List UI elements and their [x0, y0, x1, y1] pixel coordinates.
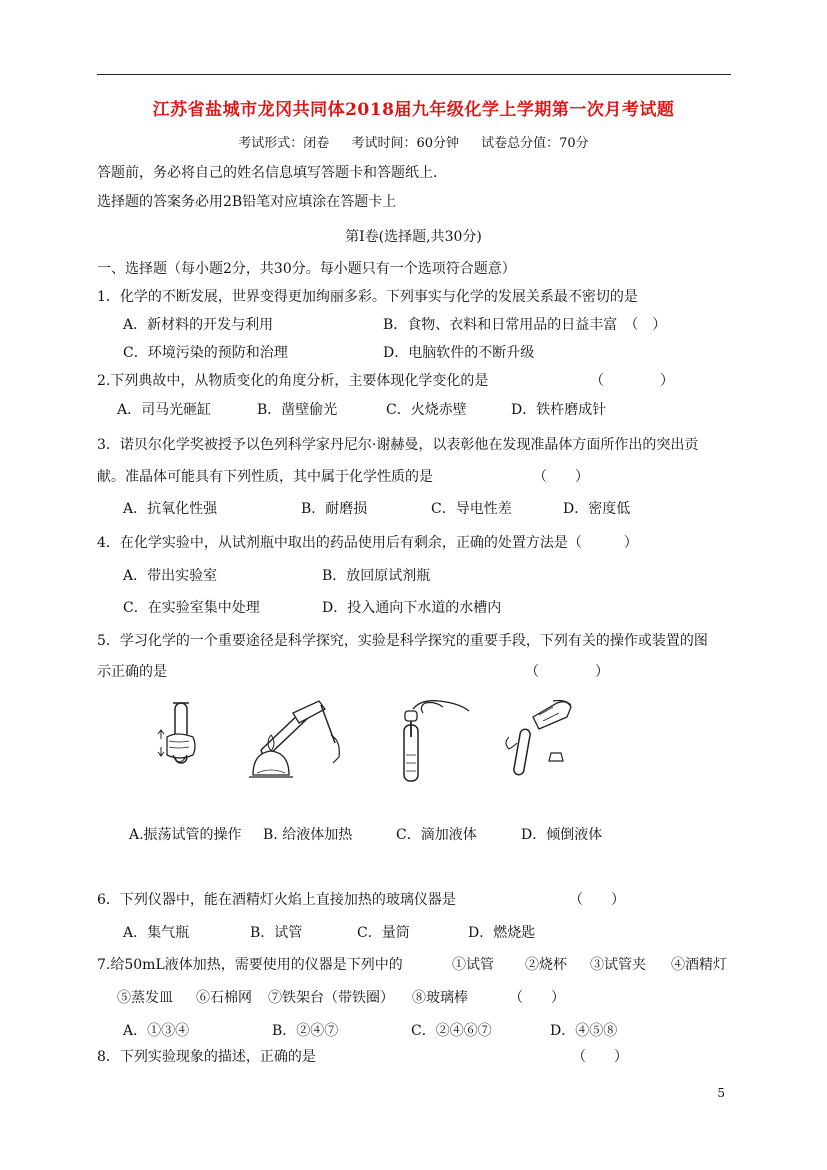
page-title: 江苏省盐城市龙冈共同体2018届九年级化学上学期第一次月考试题 — [152, 100, 675, 120]
part-heading: 一、选择题（每小题2分，共30分。每小题只有一个选项符合题意） — [97, 261, 516, 277]
q4-stem: 4．在化学实验中，从试剂瓶中取出的药品使用后有剩余，正确的处置方法是（ ） — [97, 535, 638, 551]
q5-option-a: A.振荡试管的操作 — [129, 827, 242, 843]
q4-option-a: A．带出实验室 — [123, 568, 218, 584]
pouring-liquid-figure — [493, 695, 583, 785]
dropping-liquid-figure — [393, 695, 473, 785]
q8-blank: （ ） — [572, 1049, 628, 1065]
q6-option-d: D．燃烧匙 — [468, 925, 536, 941]
q3-option-b: B．耐磨损 — [301, 501, 368, 517]
section-title: 第Ⅰ卷(选择题,共30分) — [345, 229, 482, 245]
q2-option-d: D．铁杵磨成针 — [511, 402, 607, 418]
q2-blank: （ ） — [590, 373, 674, 389]
exam-time: 考试时间：60分钟 — [351, 136, 459, 151]
q6-stem: 6．下列仪器中，能在酒精灯火焰上直接加热的玻璃仪器是 — [97, 892, 456, 908]
q7-option-b: B．②④⑦ — [272, 1023, 339, 1039]
q3-option-c: C．导电性差 — [431, 501, 512, 517]
q5-option-b: B. 给液体加热 — [263, 827, 353, 843]
page-number: 5 — [717, 1086, 725, 1100]
q5-option-d: D．倾倒液体 — [521, 827, 603, 843]
q7-option-a: A．①③④ — [123, 1023, 190, 1039]
exam-form: 考试形式：闭卷 — [238, 136, 330, 151]
q7-item-7: ⑦铁架台（带铁圈） — [268, 990, 394, 1006]
shaking-test-tube-figure — [155, 695, 205, 780]
q7-item-6: ⑥石棉网 — [196, 990, 252, 1006]
q1-stem: 1．化学的不断发展，世界变得更加绚丽多彩。下列事实与化学的发展关系最不密切的是 — [97, 289, 638, 305]
q6-option-a: A．集气瓶 — [123, 925, 190, 941]
q5-blank: （ ） — [525, 664, 609, 680]
q3-option-d: D．密度低 — [563, 501, 631, 517]
q7-item-8: ⑧玻璃棒 — [412, 990, 468, 1006]
exam-score: 试卷总分值：70分 — [481, 136, 589, 151]
q2-option-c: C．火烧赤壁 — [386, 402, 467, 418]
q3-option-a: A．抗氧化性强 — [123, 501, 218, 517]
q5-stem-line1: 5．学习化学的一个重要途径是科学探究，实验是科学探究的重要手段，下列有关的操作或装置的图 — [97, 633, 708, 649]
q6-option-c: C．量筒 — [357, 925, 410, 941]
note-2: 选择题的答案务必用2B铅笔对应填涂在答题卡上 — [97, 194, 397, 210]
q1-option-d: D．电脑软件的不断升级 — [383, 345, 535, 361]
q8-stem: 8．下列实验现象的描述，正确的是 — [97, 1049, 316, 1065]
q2-option-b: B．凿壁偷光 — [257, 402, 338, 418]
q7-item-1: ①试管 — [452, 957, 494, 973]
exam-meta — [0, 137, 827, 150]
q2-option-a: A．司马光砸缸 — [117, 402, 212, 418]
q7-item-4: ④酒精灯 — [671, 957, 727, 973]
q1-option-b: B．食物、衣料和日常用品的日益丰富 （ ） — [383, 317, 667, 333]
q3-stem-line1: 3．诺贝尔化学奖被授予以色列科学家丹尼尔·谢赫曼，以表彰他在发现准晶体方面所作出的突出贡 — [97, 437, 699, 453]
q3-blank: （ ） — [533, 469, 589, 485]
heating-liquid-figure — [243, 695, 353, 785]
q7-item-3: ③试管夹 — [590, 957, 646, 973]
q1-option-a: A．新材料的开发与利用 — [123, 317, 274, 333]
q7-item-2: ②烧杯 — [525, 957, 567, 973]
q6-blank: （ ） — [569, 892, 625, 908]
note-1: 答题前，务必将自己的姓名信息填写答题卡和答题纸上． — [97, 165, 447, 181]
q7-item-5: ⑤蒸发皿 — [117, 990, 173, 1006]
q5-stem-line2: 示正确的是 — [97, 664, 167, 680]
q4-option-d: D．投入通向下水道的水槽内 — [322, 600, 502, 616]
q5-figures — [0, 695, 827, 785]
q7-blank: （ ） — [509, 990, 565, 1006]
q4-option-b: B．放回原试剂瓶 — [322, 568, 431, 584]
q4-option-c: C．在实验室集中处理 — [123, 600, 260, 616]
q7-stem: 7.给50mL液体加热，需要使用的仪器是下列中的 — [97, 957, 403, 973]
q1-option-c: C．环境污染的预防和治理 — [123, 345, 288, 361]
q7-option-d: D．④⑤⑧ — [550, 1023, 618, 1039]
q5-option-c: C．滴加液体 — [396, 827, 477, 843]
q7-option-c: C．②④⑥⑦ — [411, 1023, 492, 1039]
header-rule — [97, 74, 731, 75]
q6-option-b: B．试管 — [250, 925, 303, 941]
q2-stem: 2.下列典故中，从物质变化的角度分析，主要体现化学变化的是 — [97, 373, 489, 389]
q3-stem-line2: 献。准晶体可能具有下列性质，其中属于化学性质的是 — [97, 469, 433, 485]
